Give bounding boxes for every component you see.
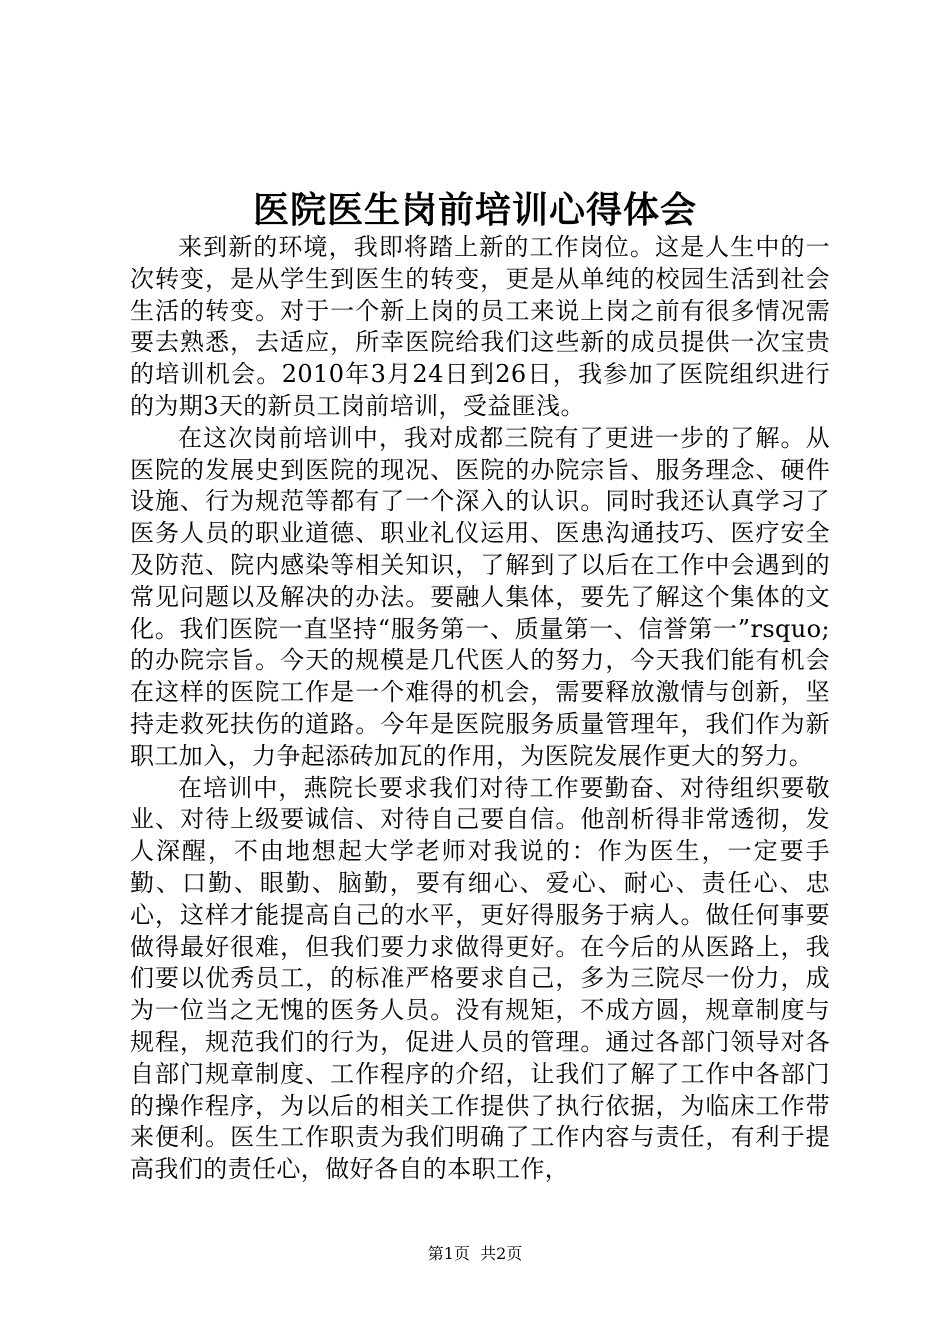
document-title: 医院医生岗前培训心得体会 <box>252 189 697 231</box>
document-body <box>130 232 830 1186</box>
paragraph-1: 来到新的环境，我即将踏上新的工作岗位。这是人生中的一次转变，是从学生到医生的转变，更是从单纯的校园生活到社会生活的转变。对于一个新上岗的员工来说上岗之前有很多情况需要去熟悉，去适应，所幸医院给我们这些新的成员提供一次宝贵的培训机会。2010年3月24日到26日，我参加了医院组织进行的为期3天的新员工岗前培训，受益匪浅。 <box>130 233 830 420</box>
paragraph-3: 在培训中，燕院长要求我们对待工作要勤奋、对待组织要敬业、对待上级要诚信、对待自己要自信。他剖析得非常透彻，发人深醒，不由地想起大学老师对我说的：作为医生，一定要手勤、口勤、眼勤、脑勤，要有细心、爱心、耐心、责任心、忠心，这样才能提高自己的水平，更好得服务于病人。做任何事要做得最好很难，但我们要力求做得更好。在今后的从医路上，我们要以优秀员工，的标准严格要求自己，多为三院尽一份力，成为一位当之无愧的医务人员。没有规矩，不成方圆，规章制度与规程，规范我们的行为，促进人员的管理。通过各部门领导对各自部门规章制度、工作程序的介绍，让我们了解了工作中各部门的操作程序，为以后的相关工作提供了执行依据，为临床工作带来便利。医生工作职责为我们明确了工作内容与责任，有利于提高我们的责任心，做好各自的本职工作， <box>130 773 830 1184</box>
paragraph-2: 在这次岗前培训中，我对成都三院有了更进一步的了解。从医院的发展史到医院的现况、医院的办院宗旨、服务理念、硬件设施、行为规范等都有了一个深入的认识。同时我还认真学习了医务人员的职业道德、职业礼仪运用、医患沟通技巧、医疗安全及防范、院内感染等相关知识，了解到了以后在工作中会遇到的常见问题以及解决的办法。要融人集体，要先了解这个集体的文化。我们医院一直坚持“服务第一、质量第一、信誉第一”rsquo;的办院宗旨。今天的规模是几代医人的努力，今天我们能有机会在这样的医院工作是一个难得的机会，需要释放激情与创新，坚持走救死扶伤的道路。今年是医院服务质量管理年，我们作为新职工加入，力争起添砖加瓦的作用，为医院发展作更大的努力。 <box>130 423 830 770</box>
page-footer: 第1页 共2页 <box>427 1244 523 1263</box>
